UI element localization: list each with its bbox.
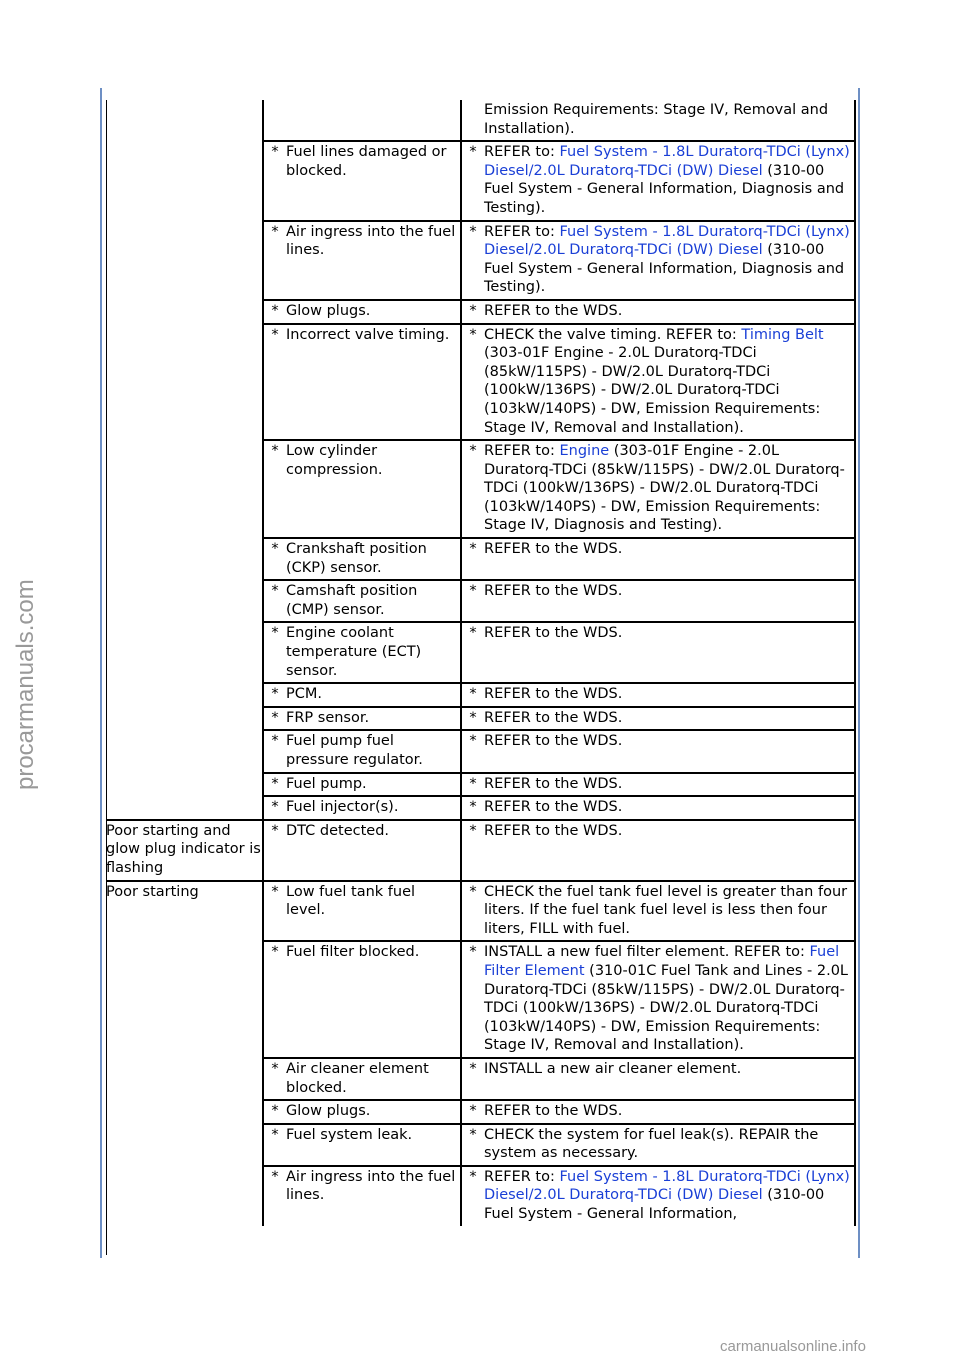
action-text	[484, 540, 854, 559]
reference-link[interactable]: Timing Belt	[741, 326, 824, 343]
symptom-cell	[106, 707, 263, 731]
cause-item	[264, 540, 460, 577]
table-row	[106, 1124, 855, 1166]
cause-cell	[263, 881, 461, 942]
cause-cell	[263, 300, 461, 324]
cause-text: Fuel injector(s).	[286, 799, 399, 816]
cause-item	[264, 883, 460, 920]
cause-text: Low fuel tank fuel level.	[286, 883, 416, 919]
cause-text: Fuel system leak.	[286, 1126, 413, 1143]
bullet-mark: *	[271, 144, 279, 161]
action-cell	[461, 300, 855, 324]
action-lead-text: REFER to:	[484, 1168, 560, 1185]
action-lead-text: REFER to:	[484, 443, 560, 460]
action-trail-text: (303-01F Engine - 2.0L Duratorq-TDCi (85kW/115PS) - DW/2.0L Duratorq-TDCi (100kW/136PS) - DW/2.0L Duratorq-TDCi (103kW/140PS) - DW, Emission Requirements: Stage IV, Diagnosis and Testing).	[484, 443, 845, 534]
reference-link[interactable]: Fuel System - 1.8L Duratorq-TDCi (Lynx) Diesel/2.0L Duratorq-TDCi (DW) Diesel	[484, 144, 850, 179]
action-text	[484, 732, 854, 751]
action-text	[484, 1126, 854, 1163]
bullet-mark: *	[469, 583, 477, 600]
action-item	[462, 582, 854, 601]
action-trail-text: (303-01F Engine - 2.0L Duratorq-TDCi (85kW/115PS) - DW/2.0L Duratorq-TDCi (100kW/136PS) - DW/2.0L Duratorq-TDCi (103kW/140PS) - DW, Emission Requirements: Stage IV, Removal and Installation).	[484, 345, 821, 436]
bullet-mark: *	[271, 775, 279, 792]
cause-item	[264, 624, 460, 680]
action-item	[462, 798, 854, 817]
table-row	[106, 1100, 855, 1124]
action-lead-text: REFER to the WDS.	[484, 799, 623, 816]
action-item	[462, 775, 854, 794]
bullet-mark: *	[469, 1168, 477, 1185]
action-text	[484, 1102, 854, 1121]
action-text	[484, 442, 854, 535]
reference-link[interactable]: Fuel System - 1.8L Duratorq-TDCi (Lynx) Diesel/2.0L Duratorq-TDCi (DW) Diesel	[484, 1168, 850, 1204]
action-cell	[461, 1166, 855, 1226]
cause-item	[264, 326, 460, 345]
action-item	[462, 326, 854, 438]
action-lead-text: REFER to the WDS.	[484, 1103, 623, 1120]
bullet-mark: *	[469, 1103, 477, 1120]
action-text	[484, 101, 854, 138]
symptom-cell	[106, 324, 263, 441]
table-row	[106, 100, 855, 141]
footer-watermark: carmanualsonline.info	[720, 1338, 866, 1355]
cause-text: PCM.	[286, 686, 322, 703]
bullet-mark: *	[469, 1060, 477, 1077]
bullet-mark: *	[271, 822, 279, 839]
cause-item	[264, 1168, 460, 1205]
action-text	[484, 582, 854, 601]
cause-item	[264, 732, 460, 769]
bullet-mark: *	[271, 799, 279, 816]
cause-text: Camshaft position (CMP) sensor.	[286, 583, 418, 618]
action-cell	[461, 100, 855, 141]
right-frame-rule	[858, 88, 860, 1258]
bullet-mark: *	[469, 302, 477, 319]
action-text	[484, 798, 854, 817]
symptom-cell	[106, 221, 263, 300]
cause-cell	[263, 941, 461, 1058]
table-row	[106, 141, 855, 220]
action-lead-text: CHECK the system for fuel leak(s). REPAIR the system as necessary.	[484, 1126, 819, 1162]
action-item	[462, 685, 854, 704]
bullet-mark: *	[271, 1103, 279, 1120]
action-lead-text: CHECK the valve timing. REFER to:	[484, 326, 742, 343]
cause-text: Glow plugs.	[286, 302, 371, 319]
cause-text: Incorrect valve timing.	[286, 326, 450, 343]
cause-cell	[263, 580, 461, 622]
table-row	[106, 221, 855, 300]
bullet-mark: *	[271, 223, 279, 240]
action-text	[484, 624, 854, 643]
action-cell	[461, 221, 855, 300]
action-cell	[461, 881, 855, 942]
action-cell	[461, 707, 855, 731]
cause-item	[264, 822, 460, 841]
symptom-cell	[106, 730, 263, 772]
bullet-mark: *	[469, 686, 477, 703]
bullet-mark: *	[469, 541, 477, 558]
cause-item	[264, 685, 460, 704]
cause-text: Low cylinder compression.	[286, 443, 383, 478]
action-item	[462, 302, 854, 321]
action-cell	[461, 580, 855, 622]
bullet-mark: *	[271, 709, 279, 726]
symptom-cell	[106, 820, 263, 881]
symptom-cell	[106, 622, 263, 683]
action-lead-text: REFER to the WDS.	[484, 733, 623, 750]
symptom-cell	[106, 941, 263, 1058]
side-watermark: procarmanuals.com	[12, 579, 39, 790]
cause-item	[264, 943, 460, 962]
cause-text: Air ingress into the fuel lines.	[286, 1168, 456, 1204]
cause-text: FRP sensor.	[286, 709, 370, 726]
action-trail-text: (310-00 Fuel System - General Information, Diagnosis and Testing).	[484, 242, 845, 296]
symptom-cell	[106, 796, 263, 820]
action-lead-text: REFER to the WDS.	[484, 625, 623, 642]
cause-cell	[263, 324, 461, 441]
action-cell	[461, 683, 855, 707]
symptom-chart-table	[106, 100, 856, 1226]
bullet-mark: *	[271, 541, 279, 558]
action-item	[462, 1102, 854, 1121]
cause-cell	[263, 141, 461, 220]
table-row	[106, 773, 855, 797]
action-cell	[461, 941, 855, 1058]
action-cell	[461, 1100, 855, 1124]
cause-text: Crankshaft position (CKP) sensor.	[286, 541, 427, 576]
cause-cell	[263, 773, 461, 797]
bullet-mark: *	[469, 144, 477, 161]
action-trail-text: (310-00 Fuel System - General Information,	[484, 1187, 825, 1223]
cause-cell	[263, 622, 461, 683]
cause-text: Fuel filter blocked.	[286, 944, 420, 961]
action-cell	[461, 773, 855, 797]
table-row	[106, 796, 855, 820]
bullet-mark: *	[469, 1126, 477, 1143]
cause-item	[264, 1126, 460, 1145]
action-text	[484, 326, 854, 438]
bullet-mark: *	[271, 1060, 279, 1077]
cause-item	[264, 223, 460, 260]
table-row	[106, 324, 855, 441]
cause-item	[264, 775, 460, 794]
cause-cell	[263, 221, 461, 300]
reference-link[interactable]: Engine	[559, 443, 610, 460]
cause-cell	[263, 1124, 461, 1166]
action-cell	[461, 538, 855, 580]
table-row	[106, 300, 855, 324]
action-text	[484, 1168, 854, 1224]
cause-text: Fuel pump fuel pressure regulator.	[286, 733, 423, 768]
action-cell	[461, 622, 855, 683]
cause-item	[264, 1102, 460, 1121]
cause-cell	[263, 1058, 461, 1100]
action-text	[484, 775, 854, 794]
action-item	[462, 540, 854, 559]
action-cell	[461, 796, 855, 820]
table-row	[106, 580, 855, 622]
symptom-cell	[106, 538, 263, 580]
action-cell	[461, 141, 855, 220]
bullet-mark: *	[271, 686, 279, 703]
bullet-mark: *	[469, 223, 477, 240]
bullet-mark: *	[271, 583, 279, 600]
table-row	[106, 538, 855, 580]
bullet-mark: *	[271, 883, 279, 900]
bullet-mark: *	[469, 883, 477, 900]
left-frame-rule	[100, 88, 102, 1258]
symptom-cell	[106, 100, 263, 141]
bullet-mark: *	[271, 1126, 279, 1143]
action-lead-text: REFER to the WDS.	[484, 822, 623, 839]
action-trail-text: (310-01C Fuel Tank and Lines - 2.0L Duratorq-TDCi (85kW/115PS) - DW/2.0L Duratorq-TDCi (100kW/136PS) - DW/2.0L Duratorq-TDCi (103kW/140PS) - DW, Emission Requirements: Stage IV, Removal and Installation).	[484, 962, 849, 1054]
cause-item	[264, 582, 460, 619]
cause-text: Air cleaner element blocked.	[286, 1060, 429, 1096]
bullet-mark: *	[469, 625, 477, 642]
table-row	[106, 622, 855, 683]
cause-item	[264, 302, 460, 321]
action-lead-text: REFER to the WDS.	[484, 775, 623, 792]
action-item	[462, 442, 854, 535]
cause-item	[264, 798, 460, 817]
symptom-cell	[106, 440, 263, 538]
cause-cell	[263, 100, 461, 141]
table-row	[106, 1166, 855, 1226]
action-lead-text: REFER to the WDS.	[484, 302, 623, 319]
table-row	[106, 941, 855, 1058]
bullet-mark: *	[469, 443, 477, 460]
symptom-cell	[106, 1166, 263, 1226]
symptom-cell	[106, 881, 263, 942]
cause-cell	[263, 820, 461, 881]
symptom-cell	[106, 141, 263, 220]
action-text	[484, 143, 854, 217]
action-trail-text: Emission Requirements: Stage IV, Removal and Installation).	[484, 102, 829, 137]
bullet-mark: *	[271, 443, 279, 460]
symptom-cell	[106, 1100, 263, 1124]
action-item	[462, 732, 854, 751]
action-item	[462, 709, 854, 728]
bullet-mark: *	[469, 799, 477, 816]
action-text	[484, 685, 854, 704]
symptom-cell	[106, 580, 263, 622]
symptom-text: Poor starting	[106, 883, 199, 900]
cause-item	[264, 442, 460, 479]
bullet-mark: *	[469, 822, 477, 839]
action-item	[462, 943, 854, 1055]
symptom-cell	[106, 1124, 263, 1166]
cause-cell	[263, 1100, 461, 1124]
action-item	[462, 822, 854, 841]
action-item	[462, 223, 854, 297]
symptom-cell	[106, 683, 263, 707]
action-trail-text: (310-00 Fuel System - General Information, Diagnosis and Testing).	[484, 162, 845, 216]
cause-text: Fuel pump.	[286, 775, 367, 792]
action-item	[462, 1168, 854, 1224]
action-item	[462, 883, 854, 939]
bullet-mark: *	[271, 625, 279, 642]
action-lead-text: INSTALL a new fuel filter element. REFER to:	[484, 944, 810, 961]
table-row	[106, 683, 855, 707]
action-item	[462, 101, 854, 138]
action-text	[484, 943, 854, 1055]
action-lead-text: REFER to the WDS.	[484, 709, 623, 726]
action-text	[484, 223, 854, 297]
action-lead-text: REFER to the WDS.	[484, 583, 623, 600]
action-cell	[461, 440, 855, 538]
cause-item	[264, 143, 460, 180]
table-row	[106, 730, 855, 772]
bullet-mark: *	[469, 944, 477, 961]
cause-text: DTC detected.	[286, 822, 390, 839]
action-item	[462, 1126, 854, 1163]
cause-cell	[263, 730, 461, 772]
action-text	[484, 302, 854, 321]
action-lead-text: REFER to:	[484, 223, 560, 240]
bullet-mark: *	[469, 326, 477, 343]
action-lead-text: REFER to the WDS.	[484, 541, 623, 558]
symptom-cell	[106, 300, 263, 324]
action-text	[484, 1060, 854, 1079]
cause-cell	[263, 538, 461, 580]
symptom-text: Poor starting and glow plug indicator is flashing	[106, 822, 261, 876]
symptom-cell	[106, 773, 263, 797]
action-item	[462, 624, 854, 643]
bullet-mark: *	[271, 326, 279, 343]
action-cell	[461, 1058, 855, 1100]
table-row	[106, 707, 855, 731]
cause-text: Air ingress into the fuel lines.	[286, 223, 456, 259]
cause-cell	[263, 683, 461, 707]
reference-link[interactable]: Fuel System - 1.8L Duratorq-TDCi (Lynx) Diesel/2.0L Duratorq-TDCi (DW) Diesel	[484, 223, 850, 259]
bullet-mark: *	[469, 709, 477, 726]
bullet-spacer	[462, 101, 484, 138]
bullet-mark: *	[271, 944, 279, 961]
cause-cell	[263, 440, 461, 538]
cause-text: Glow plugs.	[286, 1103, 371, 1120]
action-item	[462, 143, 854, 217]
table-body	[106, 100, 855, 1226]
bullet-mark: *	[271, 302, 279, 319]
action-text	[484, 883, 854, 939]
bullet-mark: *	[469, 775, 477, 792]
table-row	[106, 1058, 855, 1100]
action-item	[462, 1060, 854, 1079]
bullet-mark: *	[469, 733, 477, 750]
action-lead-text: REFER to the WDS.	[484, 686, 623, 703]
action-cell	[461, 324, 855, 441]
cause-cell	[263, 707, 461, 731]
reference-link[interactable]: Fuel Filter Element	[484, 944, 840, 979]
action-cell	[461, 1124, 855, 1166]
bullet-mark: *	[271, 1168, 279, 1185]
table-row	[106, 440, 855, 538]
cause-cell	[263, 1166, 461, 1226]
cause-cell	[263, 796, 461, 820]
action-lead-text: INSTALL a new air cleaner element.	[484, 1060, 742, 1077]
action-lead-text: REFER to:	[484, 144, 560, 161]
table-row	[106, 820, 855, 881]
action-cell	[461, 820, 855, 881]
cause-item	[264, 709, 460, 728]
cause-text: Engine coolant temperature (ECT) sensor.	[286, 625, 422, 679]
action-cell	[461, 730, 855, 772]
action-text	[484, 822, 854, 841]
action-text	[484, 709, 854, 728]
action-lead-text: CHECK the fuel tank fuel level is greater than four liters. If the fuel tank fuel level is less then four liters, FILL with fuel.	[484, 883, 848, 937]
cause-text: Fuel lines damaged or blocked.	[286, 144, 447, 179]
bullet-mark: *	[271, 733, 279, 750]
symptom-cell	[106, 1058, 263, 1100]
cause-item	[264, 1060, 460, 1097]
table-row	[106, 881, 855, 942]
